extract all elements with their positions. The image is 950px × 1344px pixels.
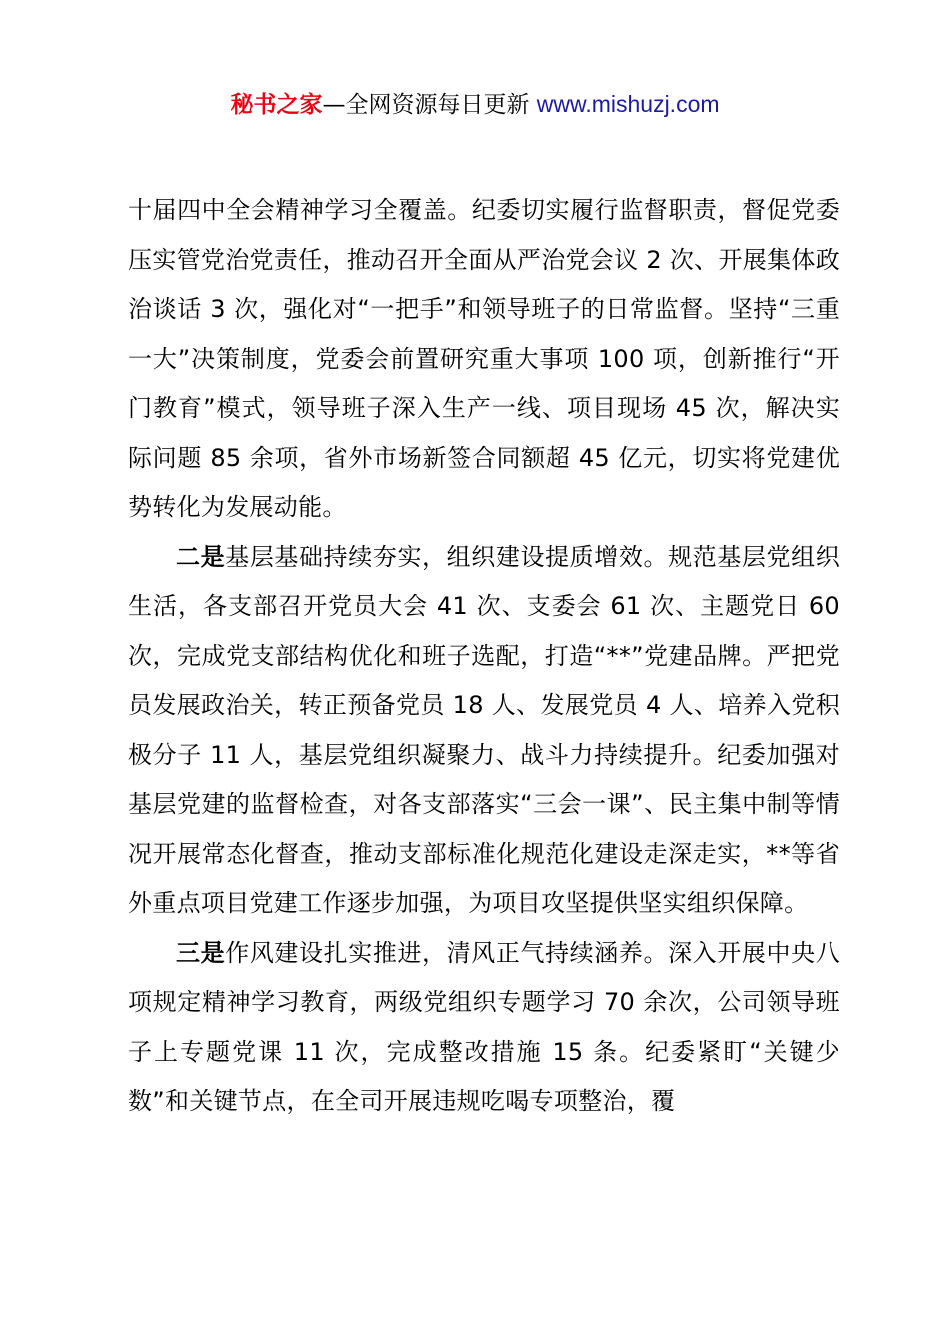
brand-name: 秘书之家 [230,92,323,118]
document-body [128,186,840,1127]
paragraph-1-text: 十届四中全会精神学习全覆盖。纪委切实履行监督职责，督促党委压实管党治党责任，推动召开全面从严治党会议 2 次、开展集体政治谈话 3 次，强化对“一把手”和领导班子的日常监督。坚持“三重一大”决策制度，党委会前置研究重大事项 100 项，创新推行“开门教育”模式，领导班子深入生产一线、项目现场 45 次，解决实际问题 85 余项，省外市场新签合同额超 45 亿元，切实将党建优势转化为发展动能。 [128,196,840,521]
header-slogan: —全网资源每日更新 [322,92,537,118]
site-url-link[interactable]: www.mishuzj.com [536,91,720,117]
paragraph-3 [128,929,840,1127]
paragraph-2 [128,533,840,929]
paragraph-3-text: 作风建设扎实推进，清风正气持续涵养。深入开展中央八项规定精神学习教育，两级党组织专题学习 70 余次，公司领导班子上专题党课 11 次，完成整改措施 15 条。纪委紧盯“关键少数”和关键节点，在全司开展违规吃喝专项整治，覆 [128,938,841,1115]
paragraph-2-lead: 二是 [176,542,226,571]
paragraph-3-lead: 三是 [176,938,226,967]
paragraph-1 [128,186,840,533]
paragraph-2-text: 基层基础持续夯实，组织建设提质增效。规范基层党组织生活，各支部召开党员大会 41 次、支委会 61 次、主题党日 60 次，完成党支部结构优化和班子选配，打造“**”党建品牌。严把党员发展政治关，转正预备党员 18 人、发展党员 4 人、培养入党积极分子 11 人，基层党组织凝聚力、战斗力持续提升。纪委加强对基层党建的监督检查，对各支部落实“三会一课”、民主集中制等情况开展常态化督查，推动支部标准化规范化建设走深走实，**等省外重点项目党建工作逐步加强，为项目攻坚提供坚实组织保障。 [128,542,841,917]
site-header [0,86,950,123]
